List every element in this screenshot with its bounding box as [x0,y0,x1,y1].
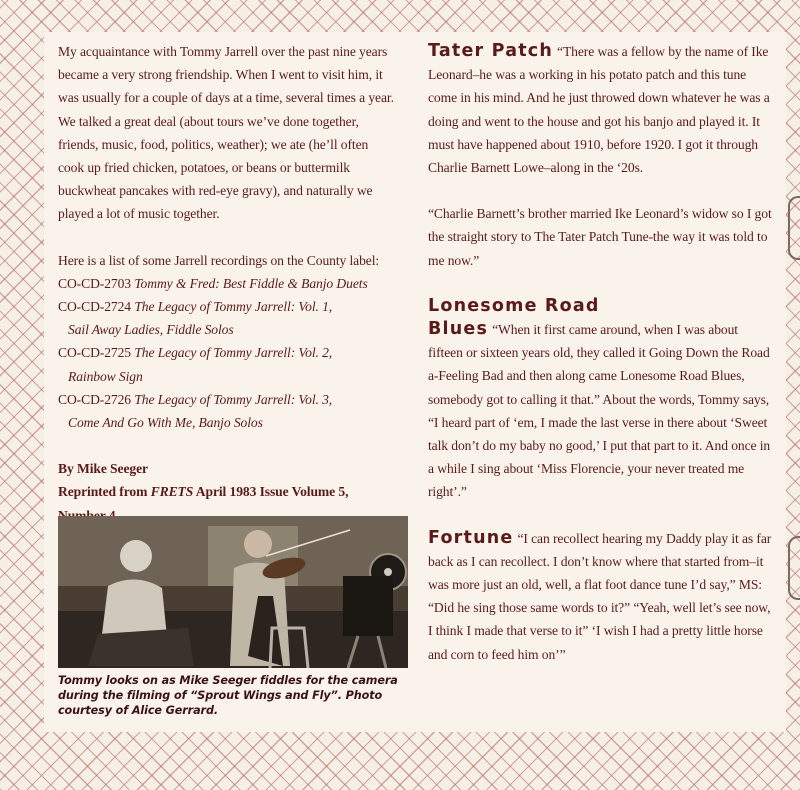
fortune-section: Fortune “I can recollect hearing my Daddy play it as far back as I can recollect. I don’t know where that started from–it was more just an old, well, a flat foot dance tune I’d say,” MS: “Did he sing those same words to it?” “Yeah, well let’s see now, I think I made that verse to it” ‘I wish I had a pretty little horse and corn to feed him on’” [428,527,772,662]
lonesome-heading-line2: Blues [428,319,489,340]
reprint-credit: Reprinted from FRETS April 1983 Issue Volume 5, [58,484,349,500]
tater-patch-section: Tater Patch “There was a fellow by the name of Ike Leonard–he was a working in his potato patch and this tune come in his mind. And he just throwed down whatever he was a doing and went to the house and got his banjo and played it. It must have happened about 1910, before 1920. I got it through Charlie Barnett Lowe–along in the ‘20s. [428,41,770,176]
intro-paragraph: My acquaintance with Tommy Jarrell over the past nine years became a very strong friendship. When I went to visit him, it was usually for a couple of days at a time, several times a year. We talked a great deal (about tours we’ve done together, friends, music, food, politics, weather); we ate (he’ll often cook up fried chicken, potatoes, or beans or buttermilk buckwheat pancakes with red-eye gravy), and naturally we played a lot of music together. [58,44,394,222]
lonesome-road-section: Blues “When it first came around, when I was about fifteen or sixteen years old, they called it Going Down the Road a-Feeling Bad and then along came Lonesome Road Blues, somebody got to calling it that.” About the words, Tommy says, “I heard part of ‘em, I made the last verse in there about ‘Sweet talk don’t do my baby no good,’ I put that part to it. And once in a while I sing about ‘Miss Florencie, your never treated me right’.” [428,319,771,500]
text-panel [44,32,786,732]
recordings-intro: Here is a list of some Jarrell recordings on the County label: [58,252,380,268]
photo-tommy-and-mike [58,516,408,668]
left-column [58,40,394,527]
binding-clip-bottom [788,536,800,600]
recording-subtitle: Sail Away Ladies, Fiddle Solos [68,322,234,338]
tater-patch-heading: Tater Patch [428,41,554,61]
recording-subtitle: Rainbow Sign [68,368,143,384]
photo-caption: Tommy looks on as Mike Seeger fiddles for the camera during the filming of “Sprout Wings and Fly”. Photo courtesy of Alice Gerrard. [58,674,398,717]
recording-item: CO-CD-2725 The Legacy of Tommy Jarrell: Vol. 2, [58,345,333,361]
binding-clip-top [788,196,800,260]
recording-item: CO-CD-2724 The Legacy of Tommy Jarrell: Vol. 1, [58,299,333,315]
lonesome-heading-line1: Lonesome Road [428,295,600,316]
recording-subtitle: Come And Go With Me, Banjo Solos [68,415,263,431]
recording-item: CO-CD-2703 Tommy & Fred: Best Fiddle & Banjo Duets [58,275,368,291]
byline: By Mike Seeger [58,461,148,477]
tater-patch-paragraph: “Charlie Barnett’s brother married Ike Leonard’s widow so I got the straight story to The Tater Patch Tune-the way it was told to me now.” [428,206,772,268]
fortune-heading: Fortune [428,527,514,548]
photo-illustration [58,516,408,668]
right-column [428,40,774,666]
recording-item: CO-CD-2726 The Legacy of Tommy Jarrell: Vol. 3, [58,391,333,407]
